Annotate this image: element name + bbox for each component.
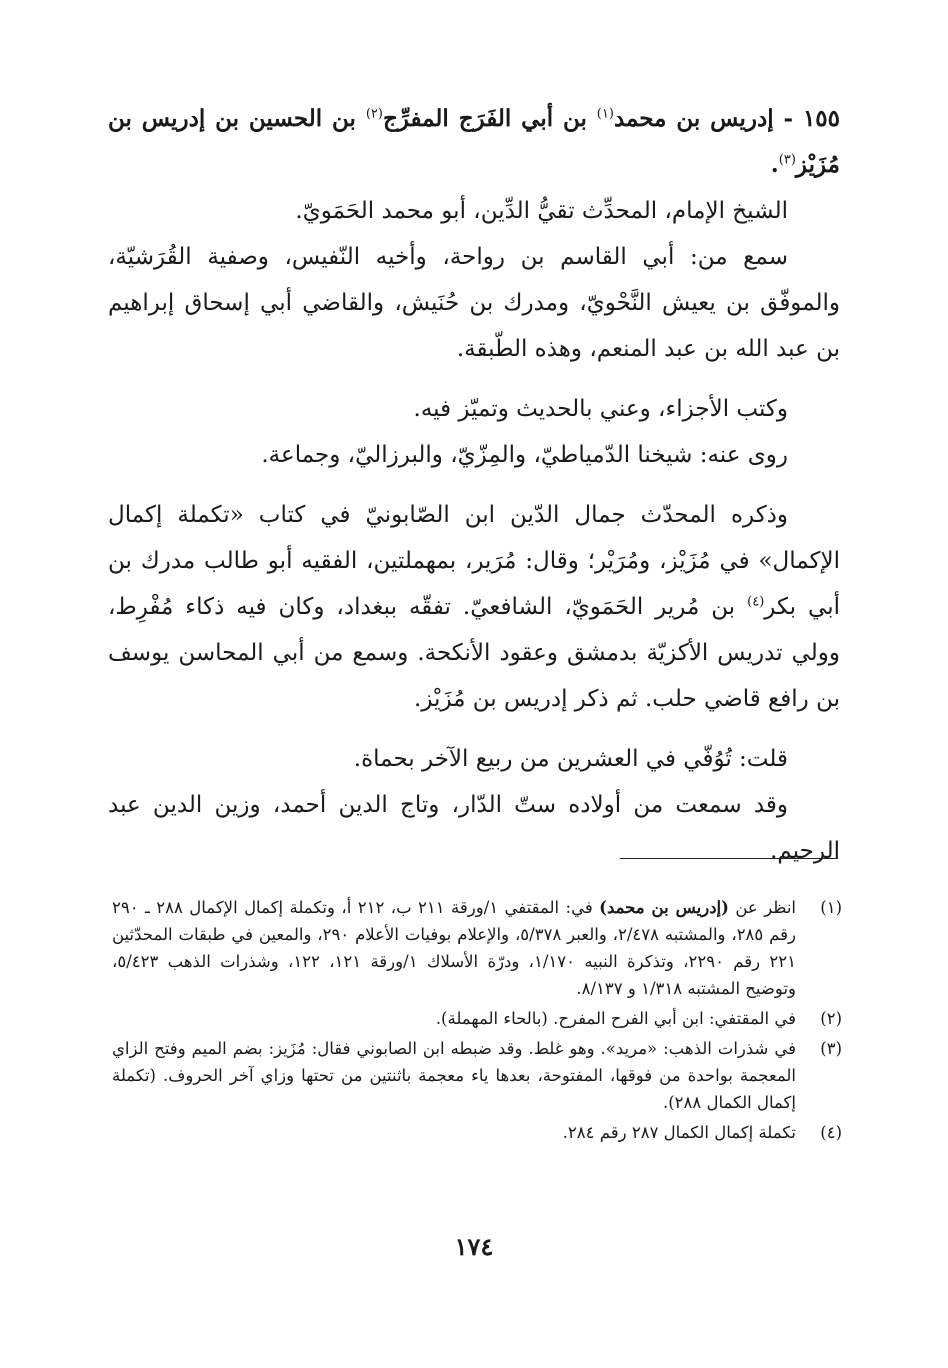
- paragraph-mention-part1: وذكره المحدّث جمال الدّين ابن الصّابونيّ في كتاب «تكملة إكمال الإكمال» في مُزَيْز، ومُرَيْر؛ وقال: مُرَير، بمهملتين، الفقيه أبو طالب مدرك بن أبي بكر: [108, 502, 840, 620]
- paragraph-writing: وكتب الأجزاء، وعني بالحديث وتميّز فيه.: [413, 396, 788, 422]
- footnote-bold: (إدريس بن محمد): [599, 898, 729, 917]
- main-text: [108, 96, 840, 874]
- paragraph-heard: وقد سمعت من أولاده ستّ الدّار، وتاج الدين أحمد، وزين الدين عبد الرحيم.: [108, 792, 840, 864]
- paragraph-death: قلت: تُوُفّي في العشرين من ربيع الآخر بحماة.: [353, 746, 788, 772]
- page-number: ١٧٤: [454, 1232, 494, 1261]
- footnote-1: [112, 894, 842, 1002]
- entry-number: ١٥٥ -: [783, 105, 840, 132]
- footnote-ref-3: (٣): [778, 152, 796, 168]
- footnote-3: [112, 1035, 842, 1116]
- entry-name-part1: إدريس بن محمد: [613, 105, 774, 132]
- paragraph-mention: [108, 492, 840, 722]
- footnote-text: [112, 894, 796, 1002]
- footnote-body: في شذرات الذهب: «مريد». وهو غلط. وقد ضبطه ابن الصابوني فقال: مُزَيز: بضم الميم وفتح الزاي المعجمة بواحدة من فوقها، المفتوحة، بعدها ياء معجمة باثنتين من تحتها وزاي آخر الحروف. (تكملة إكمال الكمال ٢٨٨).: [112, 1039, 796, 1112]
- footnote-number: (٤): [820, 1123, 842, 1142]
- footnote-body: في المقتفي: ابن أبي الفرح المفرح. (بالحاء المهملة).: [435, 1009, 796, 1028]
- footnote-body: تكملة إكمال الكمال ٢٨٧ رقم ٢٨٤.: [562, 1123, 796, 1142]
- footnote-2: [112, 1005, 842, 1032]
- paragraph-title: الشيخ الإمام، المحدِّث تقيُّ الدِّين، أبو محمد الحَمَويّ.: [295, 198, 788, 224]
- paragraph-students: روى عنه: شيخنا الدّمياطيّ، والمِزّيّ، والبرزاليّ، وجماعة.: [261, 442, 788, 468]
- footnotes: [112, 894, 842, 1149]
- paragraph-mention-part2: بن مُرير الحَمَويّ، الشافعيّ. تفقّه ببغداد، وكان فيه ذكاء مُفْرِط، وولي تدريس الأكزيّة بدمشق وعقود الأنكحة. وسمع من أبي المحاسن يوسف بن رافع قاضي حلب. ثم ذكر إدريس بن مُزَيْز.: [108, 594, 840, 712]
- entry-name-part3: بن الحسين بن إدريس بن مُزَيْز: [108, 105, 840, 178]
- entry-name-part2: بن أبي الفَرَج المفرِّج: [382, 105, 587, 132]
- footnote-number: (٣): [820, 1039, 842, 1058]
- footnote-ref-1: (١): [596, 106, 614, 122]
- footnote-number: (١): [820, 898, 842, 917]
- footnote-ref-2: (٢): [365, 106, 383, 122]
- paragraph-teachers: سمع من: أبي القاسم بن رواحة، وأخيه النّفيس، وصفية القُرَشيّة، والموفّق بن يعيش النَّحْويّ، ومدرك بن حُنَيش، والقاضي أبي إسحاق إبراهيم بن عبد الله بن عبد المنعم، وهذه الطّبقة.: [108, 244, 840, 362]
- entry-name-end: .: [770, 151, 779, 178]
- footnote-body: في: المقتفي ١/ورقة ٢١١ ب، ٢١٢ أ، وتكملة إكمال الإكمال ٢٨٨ ـ ٢٩٠ رقم ٢٨٥، والمشتبه ٢/٤٧٨، والعبر ٥/٣٧٨، والإعلام بوفيات الأعلام ٢٩٠، والمعين في طبقات المحدّثين ٢٢١ رقم ٢٢٩٠، وتذكرة النبيه ١/١٧٠، ودرّة الأسلاك ١/ورقة ١٢١، ١٢٢، وشذرات الذهب ٥/٤٢٣، وتوضيح المشتبه ١/٣١٨ و ٨/١٣٧.: [112, 898, 796, 998]
- entry-heading: [108, 96, 840, 188]
- footnote-lead: انظر عن: [735, 898, 797, 917]
- footnote-4: [112, 1119, 842, 1146]
- footnote-ref-4: (٤): [747, 594, 765, 610]
- footnote-number: (٢): [820, 1009, 842, 1028]
- footnote-divider: [620, 858, 838, 859]
